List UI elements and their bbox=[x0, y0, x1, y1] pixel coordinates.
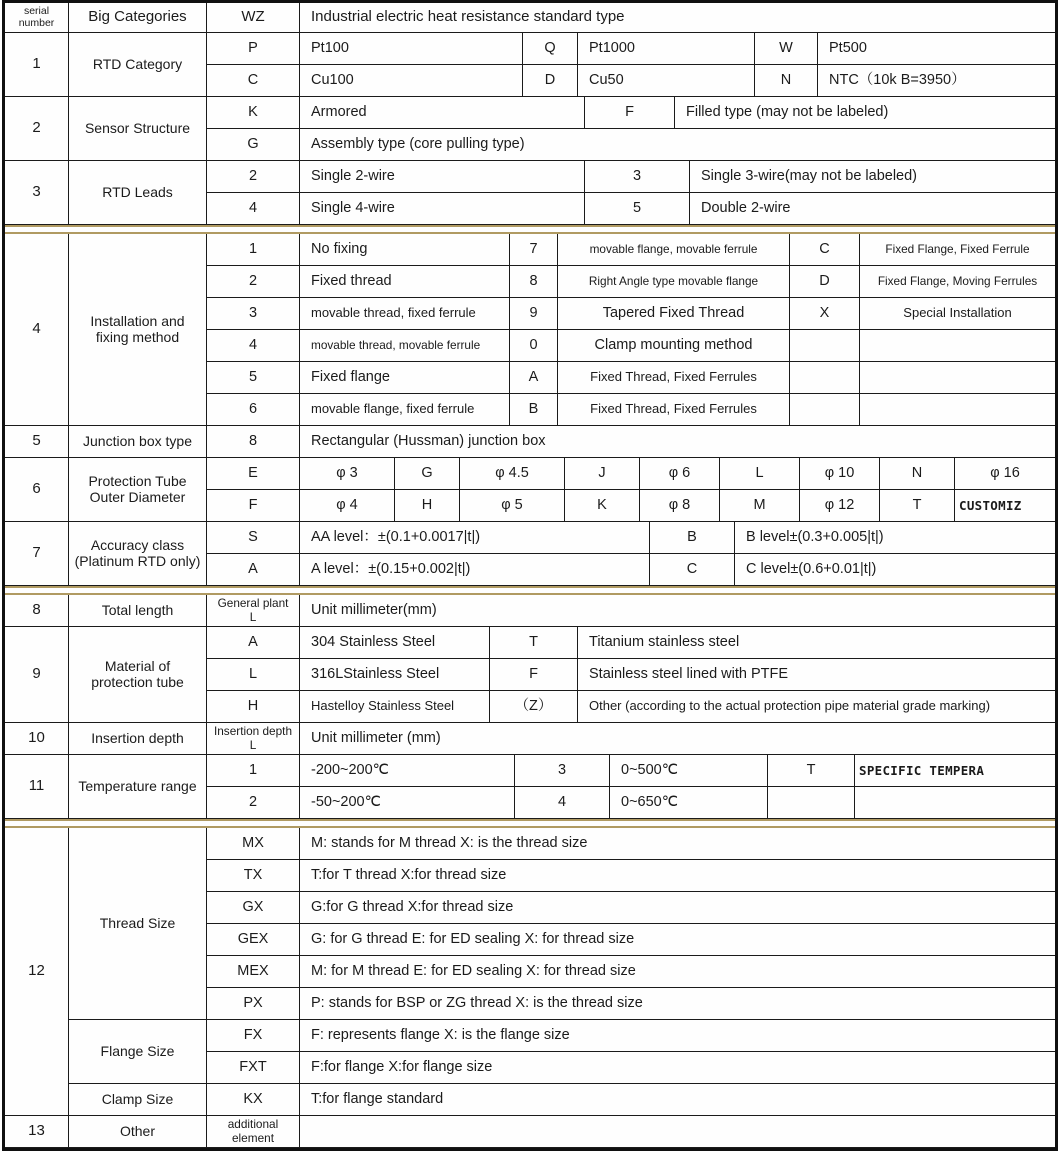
code-cell: 8 bbox=[207, 426, 300, 458]
desc-cell: Single 3-wire(may not be labeled) bbox=[690, 161, 1055, 193]
code-cell: F bbox=[490, 659, 578, 691]
code-cell: E bbox=[207, 458, 300, 490]
code-cell: MEX bbox=[207, 956, 300, 988]
code-cell: 5 bbox=[585, 193, 690, 225]
table-row bbox=[207, 298, 1055, 330]
code-cell: P bbox=[207, 33, 300, 65]
desc-cell: Tapered Fixed Thread bbox=[558, 298, 790, 330]
code-cell: 3 bbox=[515, 755, 610, 787]
serial-cell: 8 bbox=[5, 595, 69, 627]
serial-cell: 6 bbox=[5, 458, 69, 522]
desc-cell: No fixing bbox=[300, 234, 510, 266]
category-cell: Material of protection tube bbox=[69, 627, 207, 723]
code-cell: 4 bbox=[207, 193, 300, 225]
code-cell bbox=[790, 362, 860, 394]
desc-cell: 0~650℃ bbox=[610, 787, 768, 819]
desc-cell: AA level：±(0.1+0.0017|t|) bbox=[300, 522, 650, 554]
desc-cell: φ 5 bbox=[460, 490, 565, 522]
table-row bbox=[207, 787, 1055, 819]
serial-cell: 2 bbox=[5, 97, 69, 161]
desc-cell: C level±(0.6+0.01|t|) bbox=[735, 554, 1055, 586]
desc-cell: Double 2-wire bbox=[690, 193, 1055, 225]
serial-cell: 12 bbox=[5, 828, 69, 1116]
desc-cell: T:for flange standard bbox=[300, 1084, 1055, 1116]
desc-cell: Rectangular (Hussman) junction box bbox=[300, 426, 1055, 458]
table-row bbox=[207, 554, 1055, 586]
desc-cell: Other (according to the actual protection pipe material grade marking) bbox=[578, 691, 1055, 723]
desc-cell: φ 12 bbox=[800, 490, 880, 522]
desc-cell: Fixed Thread, Fixed Ferrules bbox=[558, 362, 790, 394]
code-cell bbox=[790, 394, 860, 426]
desc-cell: 316LStainless Steel bbox=[300, 659, 490, 691]
rows-column bbox=[207, 627, 1055, 723]
section-separator bbox=[5, 586, 1055, 595]
serial-cell: 3 bbox=[5, 161, 69, 225]
table-row bbox=[207, 426, 1055, 458]
rows-column bbox=[207, 426, 1055, 458]
rows-column bbox=[207, 161, 1055, 225]
serial-cell: 7 bbox=[5, 522, 69, 586]
desc-cell: Special Installation bbox=[860, 298, 1055, 330]
table-row bbox=[207, 755, 1055, 787]
code-cell: 8 bbox=[510, 266, 558, 298]
rows-column bbox=[207, 522, 1055, 586]
code-cell: KX bbox=[207, 1084, 300, 1116]
table-row bbox=[207, 522, 1055, 554]
desc-cell: Fixed flange bbox=[300, 362, 510, 394]
table-row bbox=[207, 266, 1055, 298]
table-row bbox=[207, 892, 1055, 924]
section-row-10 bbox=[5, 723, 1055, 755]
code-cell: D bbox=[790, 266, 860, 298]
desc-cell: G: for G thread E: for ED sealing X: for thread size bbox=[300, 924, 1055, 956]
code-cell: A bbox=[510, 362, 558, 394]
desc-cell: T:for T thread X:for thread size bbox=[300, 860, 1055, 892]
serial-cell: 13 bbox=[5, 1116, 69, 1148]
category-groups bbox=[69, 828, 1055, 1116]
desc-cell: Cu50 bbox=[578, 65, 755, 97]
desc-cell: movable flange, movable ferrule bbox=[558, 234, 790, 266]
desc-cell: Hastelloy Stainless Steel bbox=[300, 691, 490, 723]
table-row bbox=[207, 723, 1055, 755]
section-row-9 bbox=[5, 627, 1055, 723]
section-row-4 bbox=[5, 234, 1055, 426]
desc-cell: Assembly type (core pulling type) bbox=[300, 129, 1055, 161]
desc-cell: Unit millimeter (mm) bbox=[300, 723, 1055, 755]
desc-cell: Right Angle type movable flange bbox=[558, 266, 790, 298]
code-cell: C bbox=[207, 65, 300, 97]
header-code: WZ bbox=[207, 3, 300, 33]
rows-column bbox=[207, 1084, 1055, 1116]
category-cell: Clamp Size bbox=[69, 1084, 207, 1116]
table-row bbox=[207, 988, 1055, 1020]
code-cell: C bbox=[650, 554, 735, 586]
code-cell: 4 bbox=[207, 330, 300, 362]
category-group bbox=[69, 828, 1055, 1020]
table-row bbox=[207, 627, 1055, 659]
table-row bbox=[207, 924, 1055, 956]
section-row-6 bbox=[5, 458, 1055, 522]
desc-cell bbox=[855, 787, 1055, 819]
rows-column bbox=[207, 1020, 1055, 1084]
desc-cell: φ 10 bbox=[800, 458, 880, 490]
category-group bbox=[69, 1020, 1055, 1084]
table-row bbox=[207, 956, 1055, 988]
code-cell: Q bbox=[523, 33, 578, 65]
desc-cell: Titanium stainless steel bbox=[578, 627, 1055, 659]
section-separator bbox=[5, 225, 1055, 234]
desc-cell: F: represents flange X: is the flange size bbox=[300, 1020, 1055, 1052]
code-cell: X bbox=[790, 298, 860, 330]
desc-cell: Fixed Flange, Fixed Ferrule bbox=[860, 234, 1055, 266]
code-cell: A bbox=[207, 554, 300, 586]
code-cell: 6 bbox=[207, 394, 300, 426]
desc-cell: B level±(0.3+0.005|t|) bbox=[735, 522, 1055, 554]
code-cell: G bbox=[207, 129, 300, 161]
category-cell: Protection Tube Outer Diameter bbox=[69, 458, 207, 522]
desc-cell: φ 4.5 bbox=[460, 458, 565, 490]
desc-cell: Fixed thread bbox=[300, 266, 510, 298]
category-cell: Temperature range bbox=[69, 755, 207, 819]
code-cell: L bbox=[207, 659, 300, 691]
rows-column bbox=[207, 723, 1055, 755]
rows-column bbox=[207, 97, 1055, 161]
code-cell: GEX bbox=[207, 924, 300, 956]
serial-cell: 11 bbox=[5, 755, 69, 819]
header-description: Industrial electric heat resistance standard type bbox=[300, 3, 1055, 33]
code-cell: 1 bbox=[207, 755, 300, 787]
desc-cell: CUSTOMIZ bbox=[955, 490, 1055, 522]
desc-cell: φ 6 bbox=[640, 458, 720, 490]
table-row bbox=[207, 394, 1055, 426]
desc-cell: Armored bbox=[300, 97, 585, 129]
section-row-3 bbox=[5, 161, 1055, 225]
rows-column bbox=[207, 755, 1055, 819]
code-cell: GX bbox=[207, 892, 300, 924]
rows-column bbox=[207, 33, 1055, 97]
code-cell: M bbox=[720, 490, 800, 522]
table-row bbox=[207, 691, 1055, 723]
code-cell: F bbox=[585, 97, 675, 129]
code-cell: S bbox=[207, 522, 300, 554]
code-cell: 7 bbox=[510, 234, 558, 266]
code-cell: J bbox=[565, 458, 640, 490]
table-row bbox=[207, 860, 1055, 892]
table-row bbox=[207, 129, 1055, 161]
rows-column bbox=[207, 234, 1055, 426]
code-cell: H bbox=[207, 691, 300, 723]
desc-cell: φ 16 bbox=[955, 458, 1055, 490]
section-row-13 bbox=[5, 1116, 1055, 1148]
category-cell: Installation and fixing method bbox=[69, 234, 207, 426]
code-cell: Insertion depth L bbox=[207, 723, 300, 755]
table-row bbox=[207, 1052, 1055, 1084]
rows-column bbox=[207, 1116, 1055, 1148]
desc-cell: G:for G thread X:for thread size bbox=[300, 892, 1055, 924]
code-cell: 2 bbox=[207, 787, 300, 819]
code-cell: 2 bbox=[207, 161, 300, 193]
category-cell: Junction box type bbox=[69, 426, 207, 458]
section-row-12 bbox=[5, 828, 1055, 1116]
category-cell: Sensor Structure bbox=[69, 97, 207, 161]
table-row bbox=[207, 161, 1055, 193]
serial-cell: 1 bbox=[5, 33, 69, 97]
section-row-11 bbox=[5, 755, 1055, 819]
category-group bbox=[69, 1084, 1055, 1116]
desc-cell: Fixed Thread, Fixed Ferrules bbox=[558, 394, 790, 426]
desc-cell: M: stands for M thread X: is the thread size bbox=[300, 828, 1055, 860]
desc-cell bbox=[860, 394, 1055, 426]
desc-cell: P: stands for BSP or ZG thread X: is the thread size bbox=[300, 988, 1055, 1020]
desc-cell: Stainless steel lined with PTFE bbox=[578, 659, 1055, 691]
code-cell: H bbox=[395, 490, 460, 522]
spec-table bbox=[2, 0, 1058, 1151]
code-cell: 3 bbox=[585, 161, 690, 193]
header-category-label: Big Categories bbox=[69, 3, 207, 33]
section-row-2 bbox=[5, 97, 1055, 161]
table-row bbox=[207, 65, 1055, 97]
serial-cell: 10 bbox=[5, 723, 69, 755]
category-cell: RTD Leads bbox=[69, 161, 207, 225]
desc-cell: Single 4-wire bbox=[300, 193, 585, 225]
code-cell: K bbox=[565, 490, 640, 522]
code-cell: C bbox=[790, 234, 860, 266]
desc-cell: φ 3 bbox=[300, 458, 395, 490]
desc-cell: φ 4 bbox=[300, 490, 395, 522]
category-cell: Insertion depth bbox=[69, 723, 207, 755]
desc-cell: A level：±(0.15+0.002|t|) bbox=[300, 554, 650, 586]
code-cell: F bbox=[207, 490, 300, 522]
desc-cell: Fixed Flange, Moving Ferrules bbox=[860, 266, 1055, 298]
table-row bbox=[207, 659, 1055, 691]
code-cell: A bbox=[207, 627, 300, 659]
code-cell: General plant L bbox=[207, 595, 300, 627]
sections-root bbox=[5, 33, 1055, 1148]
desc-cell: -200~200℃ bbox=[300, 755, 515, 787]
code-cell: T bbox=[880, 490, 955, 522]
code-cell: B bbox=[510, 394, 558, 426]
desc-cell: Unit millimeter(mm) bbox=[300, 595, 1055, 627]
code-cell: G bbox=[395, 458, 460, 490]
desc-cell: Clamp mounting method bbox=[558, 330, 790, 362]
code-cell: FXT bbox=[207, 1052, 300, 1084]
category-cell: Other bbox=[69, 1116, 207, 1148]
code-cell: PX bbox=[207, 988, 300, 1020]
desc-cell: 0~500℃ bbox=[610, 755, 768, 787]
code-cell: D bbox=[523, 65, 578, 97]
table-row bbox=[207, 362, 1055, 394]
desc-cell: Pt1000 bbox=[578, 33, 755, 65]
desc-cell bbox=[300, 1116, 1055, 1148]
desc-cell: movable flange, fixed ferrule bbox=[300, 394, 510, 426]
code-cell: MX bbox=[207, 828, 300, 860]
code-cell: 4 bbox=[515, 787, 610, 819]
category-cell: Flange Size bbox=[69, 1020, 207, 1084]
desc-cell: -50~200℃ bbox=[300, 787, 515, 819]
code-cell: 0 bbox=[510, 330, 558, 362]
rows-column bbox=[207, 458, 1055, 522]
table-row bbox=[207, 1084, 1055, 1116]
desc-cell: SPECIFIC TEMPERA bbox=[855, 755, 1055, 787]
desc-cell: 304 Stainless Steel bbox=[300, 627, 490, 659]
desc-cell: movable thread, movable ferrule bbox=[300, 330, 510, 362]
desc-cell: M: for M thread E: for ED sealing X: for thread size bbox=[300, 956, 1055, 988]
section-row-5 bbox=[5, 426, 1055, 458]
code-cell: T bbox=[768, 755, 855, 787]
desc-cell: movable thread, fixed ferrule bbox=[300, 298, 510, 330]
code-cell: N bbox=[880, 458, 955, 490]
code-cell bbox=[790, 330, 860, 362]
code-cell: T bbox=[490, 627, 578, 659]
code-cell: B bbox=[650, 522, 735, 554]
code-cell: TX bbox=[207, 860, 300, 892]
table-row bbox=[207, 234, 1055, 266]
category-cell: Total length bbox=[69, 595, 207, 627]
code-cell: K bbox=[207, 97, 300, 129]
desc-cell: Cu100 bbox=[300, 65, 523, 97]
code-cell: L bbox=[720, 458, 800, 490]
code-cell: 2 bbox=[207, 266, 300, 298]
desc-cell: F:for flange X:for flange size bbox=[300, 1052, 1055, 1084]
table-row bbox=[207, 193, 1055, 225]
table-row bbox=[207, 595, 1055, 627]
code-cell: 3 bbox=[207, 298, 300, 330]
desc-cell bbox=[860, 330, 1055, 362]
table-row bbox=[207, 330, 1055, 362]
serial-cell: 5 bbox=[5, 426, 69, 458]
table-row bbox=[207, 458, 1055, 490]
category-cell: RTD Category bbox=[69, 33, 207, 97]
table-row bbox=[207, 97, 1055, 129]
table-row bbox=[207, 490, 1055, 522]
section-row-1 bbox=[5, 33, 1055, 97]
desc-cell: Filled type (may not be labeled) bbox=[675, 97, 1055, 129]
category-cell: Thread Size bbox=[69, 828, 207, 1020]
category-cell: Accuracy class (Platinum RTD only) bbox=[69, 522, 207, 586]
table-header-row bbox=[5, 3, 1055, 33]
table-row bbox=[207, 828, 1055, 860]
section-separator bbox=[5, 819, 1055, 828]
header-serial-label: serial number bbox=[5, 3, 69, 33]
desc-cell: Pt100 bbox=[300, 33, 523, 65]
section-row-8 bbox=[5, 595, 1055, 627]
table-row bbox=[207, 1020, 1055, 1052]
serial-cell: 9 bbox=[5, 627, 69, 723]
code-cell: W bbox=[755, 33, 818, 65]
table-row bbox=[207, 33, 1055, 65]
code-cell: 5 bbox=[207, 362, 300, 394]
code-cell: FX bbox=[207, 1020, 300, 1052]
desc-cell: NTC（10k B=3950） bbox=[818, 65, 1055, 97]
code-cell: 9 bbox=[510, 298, 558, 330]
code-cell: 1 bbox=[207, 234, 300, 266]
rows-column bbox=[207, 828, 1055, 1020]
desc-cell: Single 2-wire bbox=[300, 161, 585, 193]
desc-cell: φ 8 bbox=[640, 490, 720, 522]
code-cell bbox=[768, 787, 855, 819]
desc-cell: Pt500 bbox=[818, 33, 1055, 65]
code-cell: （Z） bbox=[490, 691, 578, 723]
code-cell: N bbox=[755, 65, 818, 97]
section-row-7 bbox=[5, 522, 1055, 586]
code-cell: additional element bbox=[207, 1116, 300, 1148]
rows-column bbox=[207, 595, 1055, 627]
desc-cell bbox=[860, 362, 1055, 394]
serial-cell: 4 bbox=[5, 234, 69, 426]
table-row bbox=[207, 1116, 1055, 1148]
